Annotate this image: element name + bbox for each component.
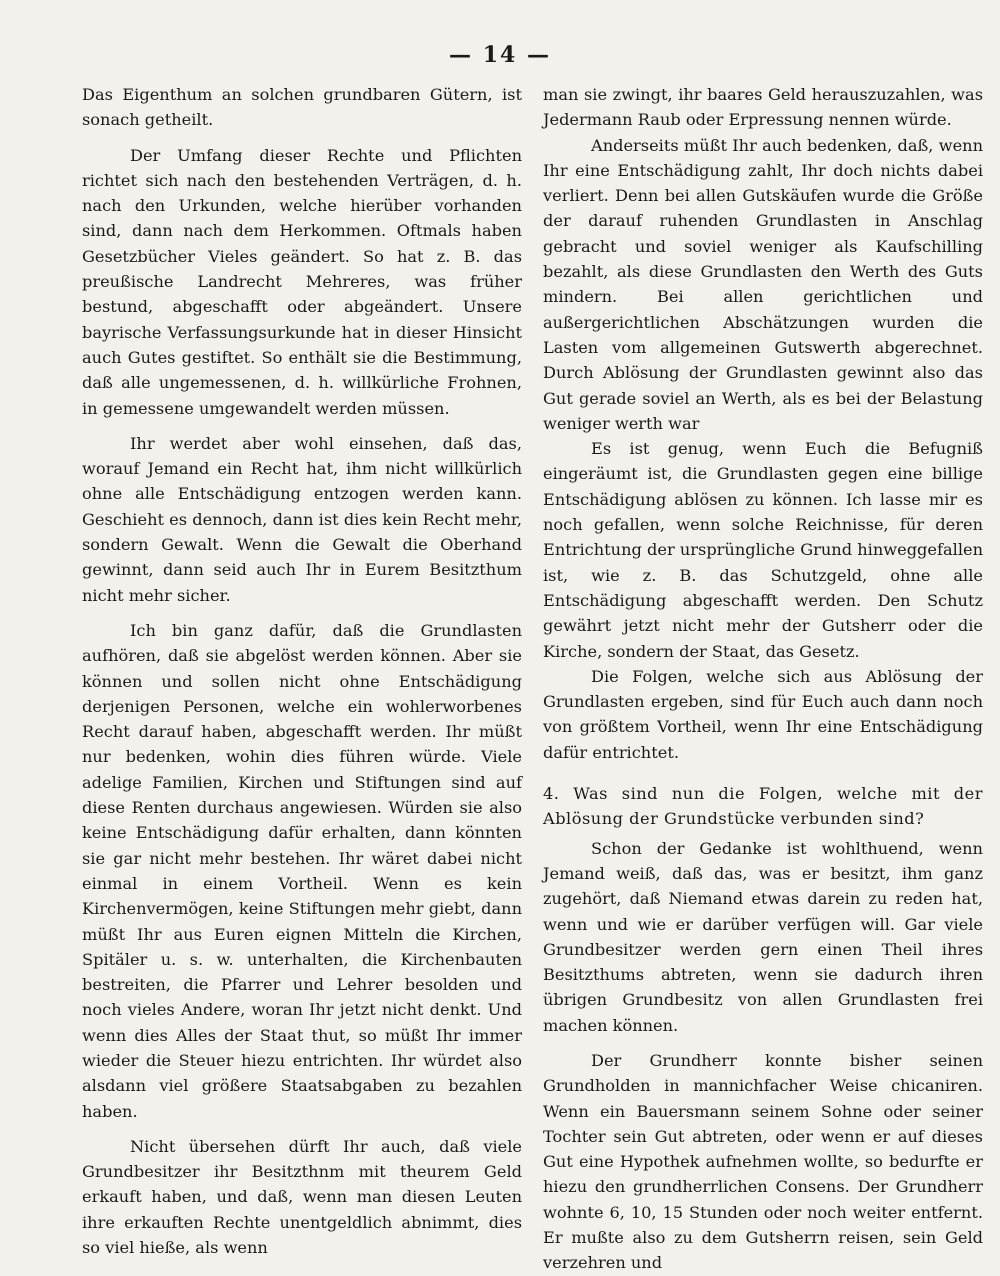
paragraph: Ich bin ganz dafür, daß die Grundlasten aufhören, daß sie abgelöst werden können. Aber sie können und sollen nicht ohne Entschädigung derjenigen Personen, welche ein wohlerworbenes Recht darauf haben, abgeschafft werden. Ihr müßt nur bedenken, wohin dies führen würde. Viele adelige Familien, Kirchen und Stiftungen sind auf diese Renten durchaus angewiesen. Würden sie also keine Entschädigung dafür erhalten, dann könnten sie gar nicht mehr bestehen. Ihr wäret dabei nicht einmal in einem Vortheil. Wenn es kein Kirchenvermögen, keine Stiftungen mehr giebt, dann müßt Ihr aus Euren eignen Mitteln die Kirchen, Spitäler u. s. w. unterhalten, die Kirchenbauten bestreiten, die Pfarrer und Lehrer besolden und noch vieles Andere, woran Ihr jetzt nicht denkt. Und wenn dies Alles der Staat thut, so müßt Ihr immer wieder die Steuer hiezu entrichten. Ihr würdet also alsdann viel größere Staatsabgaben zu bezahlen haben. [82,620,522,1121]
paragraph: Es ist genug, wenn Euch die Befugniß eingeräumt ist, die Grundlasten gegen eine billige Entschädigung ablösen zu können. Ich lasse mir es noch gefallen, wenn solche Reichnisse, für deren Entrichtung der ursprüngliche Grund hinweggefallen ist, wie z. B. das Schutzgeld, ohne alle Entschädigung abgeschafft werden. Den Schutz gewährt jetzt nicht mehr der Gutsherr oder die Kirche, sondern der Staat, das Gesetz. [543,439,983,661]
paragraph: Das Eigenthum an solchen grundbaren Gütern, ist sonach getheilt. [82,85,522,130]
paragraph: Anderseits müßt Ihr auch bedenken, daß, wenn Ihr eine Entschädigung zahlt, Ihr doch nichts dabei verliert. Denn bei allen Gutskäufen wurde die Größe der darauf ruhenden Grundlasten in Anschlag gebracht und soviel weniger als Kaufschilling bezahlt, als diese Grundlasten den Werth des Guts mindern. Bei allen gerichtlichen und außergerichtlichen Abschätzungen wurden die Lasten vom allgemeinen Gutswerth abgerechnet. Durch Ablösung der Grundlasten gewinnt also das Gut gerade soviel an Werth, als es bei der Belastung weniger werth war [543,135,983,433]
paragraph: man sie zwingt, ihr baares Geld herauszuzahlen, was Jedermann Raub oder Erpressung nennen würde. [543,85,983,130]
paragraph: Ihr werdet aber wohl einsehen, daß das, worauf Jemand ein Recht hat, ihm nicht willkürlich ohne alle Entschädigung entzogen werden kann. Geschieht es dennoch, dann ist dies kein Recht mehr, sondern Gewalt. Wenn die Gewalt die Oberhand gewinnt, dann seid auch Ihr in Eurem Besitzthum nicht mehr sicher. [82,433,522,605]
paragraph: Schon der Gedanke ist wohlthuend, wenn Jemand weiß, daß das, was er besitzt, ihm ganz zugehört, daß Niemand etwas darein zu reden hat, wenn und wie er darüber verfügen will. Gar viele Grundbesitzer werden gern einen Theil ihres Besitzthums abtreten, wenn sie dadurch ihren übrigen Grundbesitz von allen Grundlasten frei machen können. [543,838,983,1035]
paragraph: Der Umfang dieser Rechte und Pflichten richtet sich nach den bestehenden Verträgen, d. h. nach den Urkunden, welche hierüber vorhanden sind, dann nach dem Herkommen. Oftmals haben Gesetzbücher Vieles geändert. So hat z. B. das preußische Landrecht Mehreres, was früher bestund, abgeschafft oder abgeändert. Unsere bayrische Verfassungsurkunde hat in dieser Hinsicht auch Gutes gestiftet. So enthält sie die Bestimmung, daß alle ungemessenen, d. h. willkürliche Frohnen, in gemessene umgewandelt werden müssen. [82,145,522,418]
paragraph: Der Grundherr konnte bisher seinen Grundholden in mannichfacher Weise chicaniren. Wenn ein Bauersmann seinem Sohne oder seiner Tochter sein Gut abtreten, oder wenn er auf dieses Gut eine Hypothek aufnehmen wollte, so bedurfte er hiezu den grundherrlichen Consens. Der Grundherr wohnte 6, 10, 15 Stunden oder noch weiter entfernt. Er mußte also zu dem Gutsherrn reisen, sein Geld verzehren und [543,1050,983,1273]
page-number: — 14 — [449,42,551,68]
paragraph: Die Folgen, welche sich aus Ablösung der Grundlasten ergeben, sind für Euch auch dann noch von größtem Vortheil, wenn Ihr eine Entschädigung dafür entrichtet. [543,666,983,762]
paragraph: Nicht übersehen dürft Ihr auch, daß viele Grundbesitzer ihr Besitzthnm mit theurem Geld erkauft haben, und daß, wenn man diesen Leuten ihre erkauften Rechte unentgeldlich abnimmt, dies so viel hieße, als wenn [82,1136,522,1258]
right-column [543,82,983,1276]
left-column [82,82,522,1260]
section-heading: 4. Was sind nun die Folgen, welche mit der Ablösung der Grundstücke verbunden sind? [543,784,983,829]
